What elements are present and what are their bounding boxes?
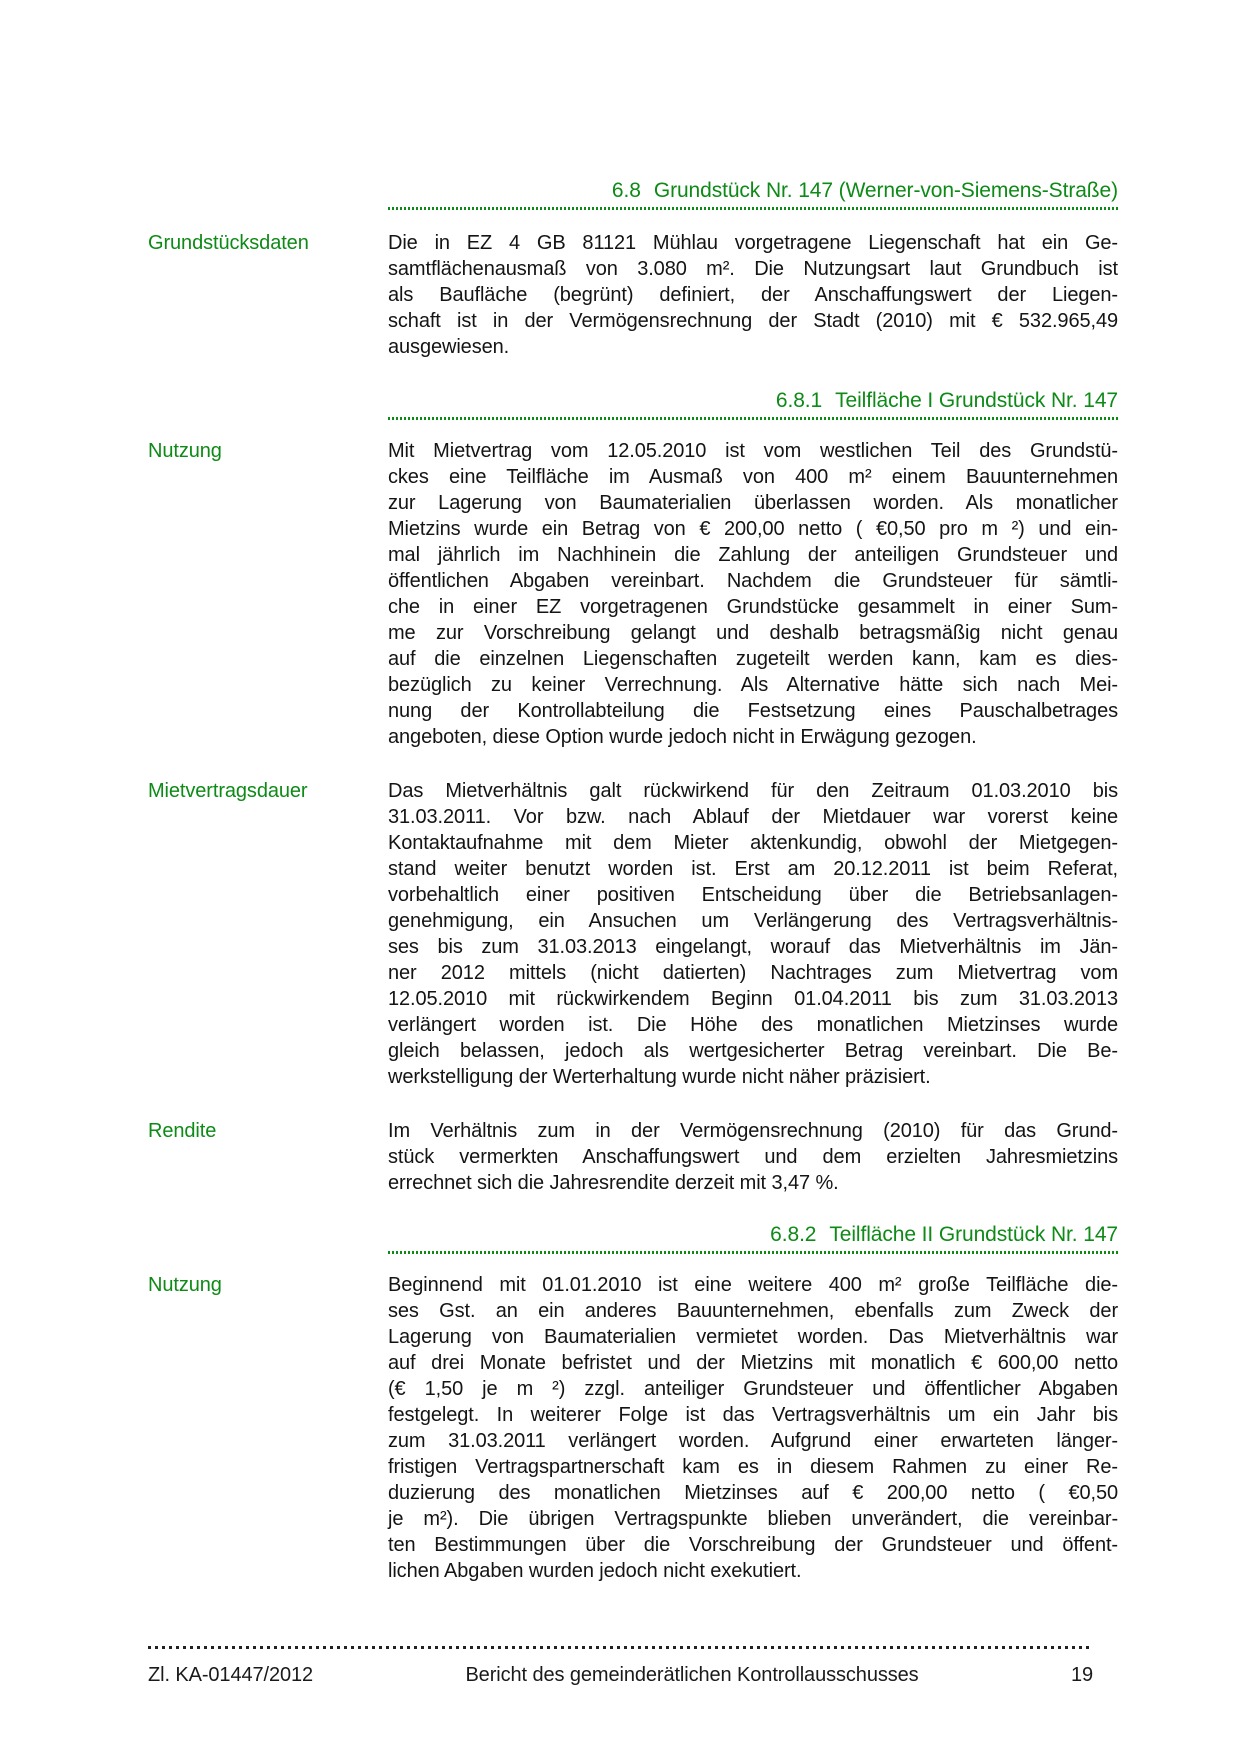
text-line: verlängert worden ist. Die Höhe des monatlichen Mietzinses wurde: [388, 1014, 1118, 1036]
heading-number: 6.8.1: [775, 389, 823, 412]
margin-label: Nutzung: [148, 440, 222, 462]
heading-number: 6.8: [611, 179, 641, 202]
text-block: [148, 438, 1240, 750]
text-line: 31.03.2011. Vor bzw. nach Ablauf der Mietdauer war vorerst keine: [388, 806, 1118, 828]
text-line: schaft ist in der Vermögensrechnung der Stadt (2010) mit € 532.965,49: [388, 310, 1118, 332]
text-block: [148, 1118, 1240, 1196]
heading-divider: [388, 207, 1118, 210]
page-content: [0, 178, 1240, 1584]
footer-divider: [148, 1646, 1093, 1649]
footer-reference: Zl. KA-01447/2012: [148, 1664, 314, 1686]
text-line: je m²). Die übrigen Vertragspunkte blieben unverändert, die vereinbar-: [388, 1508, 1118, 1530]
text-line: nung der Kontrollabteilung die Festsetzung eines Pauschalbetrages: [388, 700, 1118, 722]
margin-label: Rendite: [148, 1120, 217, 1142]
margin-label: Grundstücksdaten: [148, 232, 309, 254]
footer-page-number: 19: [1070, 1664, 1093, 1686]
section-heading-row: [388, 1222, 1118, 1254]
section-heading-row: [388, 388, 1118, 420]
paragraph: [388, 230, 1118, 360]
text-line: ses Gst. an ein anderes Bauunternehmen, ebenfalls zum Zweck der: [388, 1300, 1118, 1322]
text-line: ten Bestimmungen über die Vorschreibung der Grundsteuer und öffent-: [388, 1534, 1118, 1556]
page-footer: [148, 1646, 1093, 1688]
text-line: Die in EZ 4 GB 81121 Mühlau vorgetragene Liegenschaft hat ein Ge-: [388, 232, 1118, 254]
text-line: me zur Vorschreibung gelangt und deshalb betragsmäßig nicht genau: [388, 622, 1118, 644]
text-line: bezüglich zu keiner Verrechnung. Als Alternative hätte sich nach Mei-: [388, 674, 1118, 696]
text-line: mal jährlich im Nachhinein die Zahlung der anteiligen Grundsteuer und: [388, 544, 1118, 566]
footer-title: Bericht des gemeinderätlichen Kontrollausschusses: [465, 1664, 919, 1686]
section-6-8-1: [148, 388, 1240, 1196]
text-line: errechnet sich die Jahresrendite derzeit mit 3,47 %.: [388, 1172, 839, 1194]
section-heading: [388, 178, 1118, 204]
text-line: Lagerung von Baumaterialien vermietet worden. Das Mietverhältnis war: [388, 1326, 1118, 1348]
text-line: ckes eine Teilfläche im Ausmaß von 400 m² einem Bauunternehmen: [388, 466, 1118, 488]
text-line: Mietzins wurde ein Betrag von € 200,00 netto ( €0,50 pro m ²) und ein-: [388, 518, 1118, 540]
text-line: 12.05.2010 mit rückwirkendem Beginn 01.04.2011 bis zum 31.03.2013: [388, 988, 1118, 1010]
margin-label: Mietvertragsdauer: [148, 780, 308, 802]
text-block: [148, 1272, 1240, 1584]
section-heading: [388, 388, 1118, 414]
text-line: Das Mietverhältnis galt rückwirkend für den Zeitraum 01.03.2010 bis: [388, 780, 1118, 802]
text-line: duzierung des monatlichen Mietzinses auf € 200,00 netto ( €0,50: [388, 1482, 1118, 1504]
text-line: öffentlichen Abgaben vereinbart. Nachdem die Grundsteuer für sämtli-: [388, 570, 1118, 592]
text-line: auf drei Monate befristet und der Mietzins mit monatlich € 600,00 netto: [388, 1352, 1118, 1374]
heading-title: Teilfläche I Grundstück Nr. 147: [835, 389, 1118, 412]
footer-row: [148, 1662, 1093, 1688]
heading-number: 6.8.2: [770, 1223, 817, 1246]
text-line: angeboten, diese Option wurde jedoch nicht in Erwägung gezogen.: [388, 726, 977, 748]
heading-title: Grundstück Nr. 147 (Werner-von-Siemens-Straße): [653, 179, 1118, 202]
text-line: Im Verhältnis zum in der Vermögensrechnung (2010) für das Grund-: [388, 1120, 1118, 1142]
heading-divider: [388, 417, 1118, 420]
text-line: genehmigung, ein Ansuchen um Verlängerung des Vertragsverhältnis-: [388, 910, 1118, 932]
section-heading: [388, 1222, 1118, 1248]
text-line: lichen Abgaben wurden jedoch nicht exekutiert.: [388, 1560, 802, 1582]
text-line: fristigen Vertragspartnerschaft kam es in diesem Rahmen zu einer Re-: [388, 1456, 1118, 1478]
text-line: Kontaktaufnahme mit dem Mieter aktenkundig, obwohl der Mietgegen-: [388, 832, 1118, 854]
text-line: werkstelligung der Werterhaltung wurde nicht näher präzisiert.: [388, 1066, 931, 1088]
text-line: stand weiter benutzt worden ist. Erst am 20.12.2011 ist beim Referat,: [388, 858, 1118, 880]
section-6-8: [148, 178, 1240, 360]
text-block: [148, 230, 1240, 360]
paragraph: [388, 1272, 1118, 1584]
text-line: als Baufläche (begrünt) definiert, der Anschaffungswert der Liegen-: [388, 284, 1118, 306]
text-line: zur Lagerung von Baumaterialien überlassen worden. Als monatlicher: [388, 492, 1118, 514]
text-line: ner 2012 mittels (nicht datierten) Nachtrages zum Mietvertrag vom: [388, 962, 1118, 984]
heading-title: Teilfläche II Grundstück Nr. 147: [829, 1223, 1118, 1246]
text-line: auf die einzelnen Liegenschaften zugeteilt werden kann, kam es dies-: [388, 648, 1118, 670]
text-line: (€ 1,50 je m ²) zzgl. anteiliger Grundsteuer und öffentlicher Abgaben: [388, 1378, 1118, 1400]
text-line: vorbehaltlich einer positiven Entscheidung über die Betriebsanlagen-: [388, 884, 1118, 906]
margin-label: Nutzung: [148, 1274, 222, 1296]
text-line: stück vermerkten Anschaffungswert und dem erzielten Jahresmietzins: [388, 1146, 1118, 1168]
section-heading-row: [388, 178, 1118, 210]
text-line: che in einer EZ vorgetragenen Grundstücke gesammelt in einer Sum-: [388, 596, 1118, 618]
text-line: festgelegt. In weiterer Folge ist das Vertragsverhältnis um ein Jahr bis: [388, 1404, 1118, 1426]
heading-divider: [388, 1251, 1118, 1254]
text-line: Beginnend mit 01.01.2010 ist eine weitere 400 m² große Teilfläche die-: [388, 1274, 1118, 1296]
text-line: ausgewiesen.: [388, 336, 510, 358]
paragraph: [388, 778, 1118, 1090]
text-line: gleich belassen, jedoch als wertgesicherter Betrag vereinbart. Die Be-: [388, 1040, 1118, 1062]
section-6-8-2: [148, 1222, 1240, 1584]
text-line: Mit Mietvertrag vom 12.05.2010 ist vom westlichen Teil des Grundstü-: [388, 440, 1118, 462]
text-line: ses bis zum 31.03.2013 eingelangt, worauf das Mietverhältnis im Jän-: [388, 936, 1118, 958]
text-line: samtflächenausmaß von 3.080 m². Die Nutzungsart laut Grundbuch ist: [388, 258, 1118, 280]
paragraph: [388, 438, 1118, 750]
text-block: [148, 778, 1240, 1090]
text-line: zum 31.03.2011 verlängert worden. Aufgrund einer erwarteten länger-: [388, 1430, 1118, 1452]
paragraph: [388, 1118, 1118, 1196]
